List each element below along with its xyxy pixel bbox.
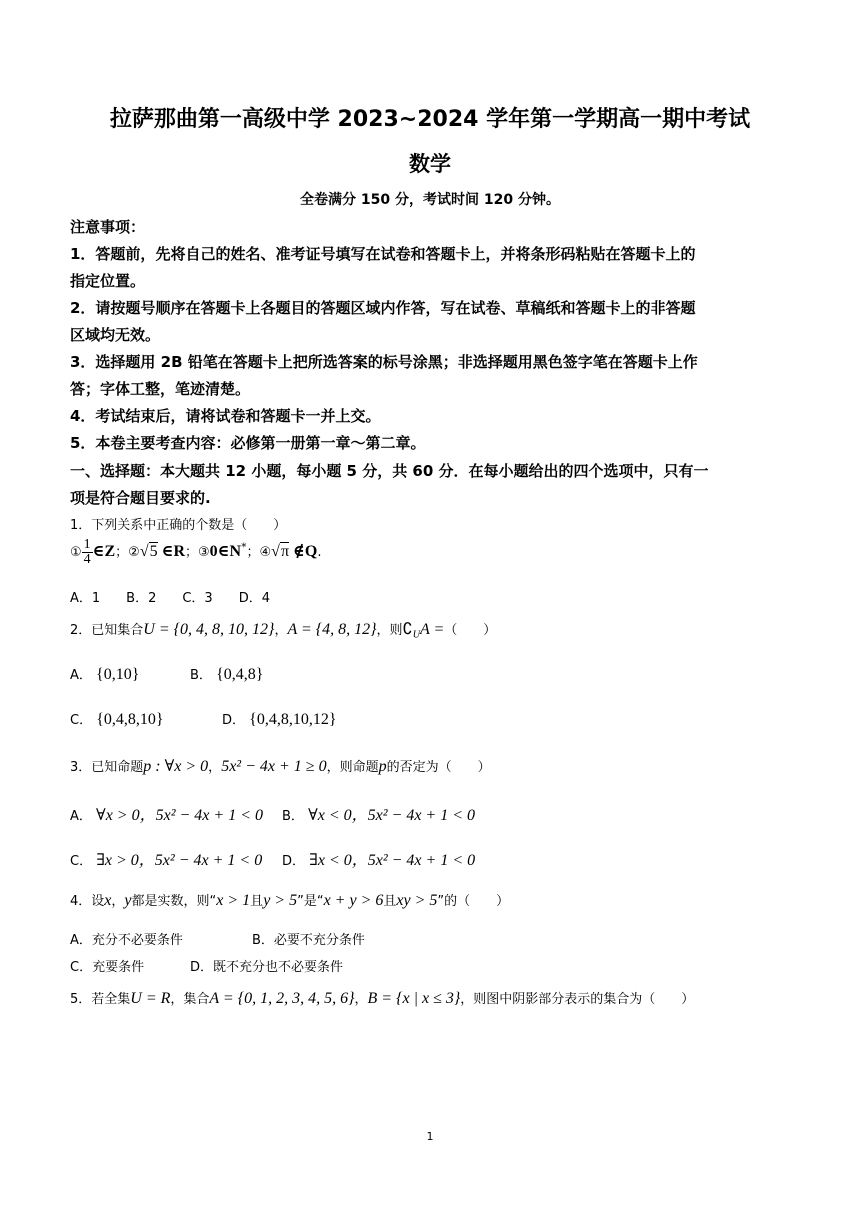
- q3-option-d: D． ∃x < 0，5x² − 4x + 1 < 0: [282, 852, 476, 869]
- q3-option-b: B． ∀x < 0，5x² − 4x + 1 < 0: [282, 807, 476, 824]
- note-line: 4．考试结束后，请将试卷和答题卡一并上交。: [70, 407, 381, 425]
- q4-option-b: B．必要不充分条件: [252, 933, 365, 948]
- note-line: 2．请按题号顺序在答题卡上各题目的答题区域内作答，写在试卷、草稿纸和答题卡上的非答题: [70, 299, 696, 317]
- q1-stem: 1．下列关系中正确的个数是（ ）: [70, 518, 287, 533]
- section-heading-cont: 项是符合题目要求的.: [70, 489, 211, 507]
- subject-title: 数学: [409, 152, 451, 176]
- notes-heading: 注意事项：: [70, 218, 146, 236]
- q3-option-c: C． ∃x > 0，5x² − 4x + 1 < 0: [70, 852, 263, 869]
- page-number: 1: [426, 1130, 434, 1143]
- q5-stem: 5．若全集U = R，集合A = {0, 1, 2, 3, 4, 5, 6}，B = {x | x ≤ 3}，则图中阴影部分表示的集合为（ ）: [70, 990, 695, 1007]
- q3-option-a: A． ∀x > 0，5x² − 4x + 1 < 0: [70, 807, 263, 824]
- fraction: $\frac{1}{4}$: [83, 537, 91, 567]
- q2-stem: 2．已知集合U = {0, 4, 8, 10, 12}，A = {4, 8, 12}，则$∁_UA$ =（ ）: [70, 621, 497, 641]
- q1-options: A．1 B．2 C．3 D．4: [70, 591, 270, 606]
- q4-option-d: D．既不充分也不必要条件: [190, 960, 344, 975]
- note-line: 指定位置。: [70, 272, 146, 290]
- q4-option-a: A．充分不必要条件: [70, 933, 183, 948]
- q2-option-b: B． {0,4,8}: [190, 666, 264, 683]
- full-score-line: 全卷满分 150 分，考试时间 120 分钟。: [300, 192, 560, 208]
- q3-stem: 3．已知命题p : ∀x > 0，5x² − 4x + 1 ≥ 0，则命题p的否定为（ ）: [70, 758, 491, 775]
- note-line: 3．选择题用 2B 铅笔在答题卡上把所选答案的标号涂黑；非选择题用黑色签字笔在答题卡上作: [70, 353, 698, 371]
- note-line: 答；字体工整，笔迹清楚。: [70, 380, 251, 398]
- q2-option-d: D． {0,4,8,10,12}: [222, 711, 337, 728]
- note-line: 5．本卷主要考查内容：必修第一册第一章～第二章。: [70, 434, 426, 452]
- q4-stem: 4．设x，y都是实数，则“x > 1且y > 5”是“x + y > 6且xy > 5”的（ ）: [70, 892, 510, 909]
- note-line: 1．答题前，先将自己的姓名、准考证号填写在试卷和答题卡上，并将条形码粘贴在答题卡上的: [70, 245, 696, 263]
- exam-title: 拉萨那曲第一高级中学 2023~2024 学年第一学期高一期中考试: [109, 107, 751, 132]
- note-line: 区域均无效。: [70, 326, 161, 344]
- q2-option-a: A． {0,10}: [70, 666, 140, 683]
- section-heading: 一、选择题：本大题共 12 小题，每小题 5 分，共 60 分．在每小题给出的四个选项中，只有一: [70, 462, 709, 480]
- q1-statements: ① $\frac{1}{4}$ ∈Z；②√5 ∈R；③0∈N*；④√π ∉Q.: [70, 537, 322, 567]
- q4-option-c: C．充要条件: [70, 960, 145, 975]
- q2-option-c: C． {0,4,8,10}: [70, 711, 164, 728]
